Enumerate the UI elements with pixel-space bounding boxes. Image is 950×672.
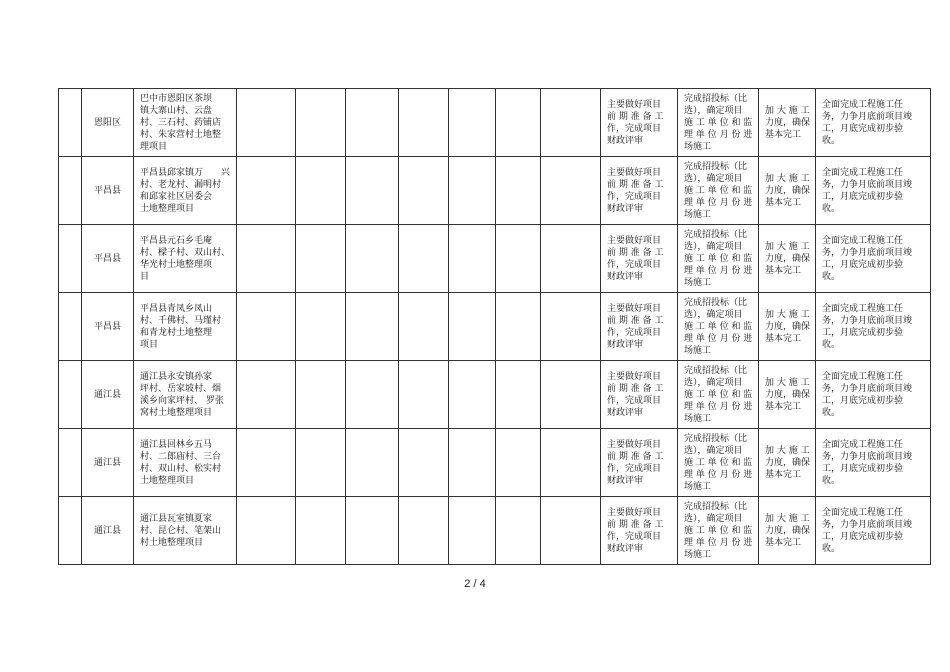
blank-cell	[346, 361, 399, 429]
blank-cell	[237, 497, 296, 565]
blank-cell	[496, 361, 541, 429]
table-body	[59, 89, 931, 565]
blank-cell	[296, 225, 346, 293]
blank-cell	[346, 497, 399, 565]
construction-cell: 加 大 施 工 力度，确保 基本完工	[759, 89, 816, 157]
blank-cell	[237, 225, 296, 293]
completion-cell: 全面完成工程施工任 务，力争月底前项目竣 工，月底完成初步验 收。	[816, 293, 931, 361]
blank-cell	[541, 157, 601, 225]
blank-cell	[449, 293, 496, 361]
tender-cell: 完成招投标（比 选），确定项目 施 工 单 位 和 监 理 单 位 月 份 进 场施工	[678, 497, 759, 565]
blank-cell	[296, 361, 346, 429]
table-row	[59, 497, 931, 565]
completion-cell: 全面完成工程施工任 务，力争月底前项目竣 工，月底完成初步验 收。	[816, 89, 931, 157]
blank-cell	[449, 361, 496, 429]
blank-cell	[541, 429, 601, 497]
tender-cell: 完成招投标（比 选），确定项目 施 工 单 位 和 监 理 单 位 月 份 进 场施工	[678, 293, 759, 361]
project-name-cell: 巴中市恩阳区茶坝 镇大寨山村、云盘 村、三石村、药铺店 村、朱家营村土地整 理项目	[134, 89, 237, 157]
blank-cell	[496, 89, 541, 157]
project-name-cell: 平昌县青凤乡凤山 村、千佛村、马瑾村 和青龙村土地整理 项目	[134, 293, 237, 361]
completion-cell: 全面完成工程施工任 务，力争月底前项目竣 工，月底完成初步验 收。	[816, 225, 931, 293]
blank-cell	[237, 293, 296, 361]
project-name-cell: 平昌县元石乡毛庵 村、樑子村、双山村、 华光村土地整理项 目	[134, 225, 237, 293]
table-row	[59, 429, 931, 497]
row-marker-cell	[59, 157, 82, 225]
preparation-cell: 主要做好项目 前 期 准 备 工 作，完成项目 财政评审	[601, 293, 678, 361]
blank-cell	[237, 89, 296, 157]
completion-cell: 全面完成工程施工任 务，力争月底前项目竣 工，月底完成初步验 收。	[816, 361, 931, 429]
tender-cell: 完成招投标（比 选），确定项目 施 工 单 位 和 监 理 单 位 月 份 进 场施工	[678, 361, 759, 429]
table-row	[59, 157, 931, 225]
construction-cell: 加 大 施 工 力度，确保 基本完工	[759, 497, 816, 565]
blank-cell	[496, 157, 541, 225]
table-row	[59, 361, 931, 429]
construction-cell: 加 大 施 工 力度，确保 基本完工	[759, 429, 816, 497]
tender-cell: 完成招投标（比 选），确定项目 施 工 单 位 和 监 理 单 位 月 份 进 场施工	[678, 89, 759, 157]
blank-cell	[541, 225, 601, 293]
completion-cell: 全面完成工程施工任 务，力争月底前项目竣 工，月底完成初步验 收。	[816, 497, 931, 565]
blank-cell	[399, 293, 449, 361]
preparation-cell: 主要做好项目 前 期 准 备 工 作，完成项目 财政评审	[601, 429, 678, 497]
blank-cell	[449, 429, 496, 497]
blank-cell	[237, 157, 296, 225]
row-marker-cell	[59, 293, 82, 361]
blank-cell	[541, 89, 601, 157]
blank-cell	[449, 225, 496, 293]
county-cell: 平昌县	[82, 293, 134, 361]
table-row	[59, 225, 931, 293]
completion-cell: 全面完成工程施工任 务，力争月底前项目竣 工，月底完成初步验 收。	[816, 429, 931, 497]
blank-cell	[296, 497, 346, 565]
blank-cell	[296, 89, 346, 157]
blank-cell	[399, 497, 449, 565]
blank-cell	[541, 293, 601, 361]
row-marker-cell	[59, 497, 82, 565]
county-cell: 平昌县	[82, 225, 134, 293]
row-marker-cell	[59, 225, 82, 293]
tender-cell: 完成招投标（比 选），确定项目 施 工 单 位 和 监 理 单 位 月 份 进 场施工	[678, 225, 759, 293]
row-marker-cell	[59, 361, 82, 429]
blank-cell	[496, 293, 541, 361]
blank-cell	[496, 497, 541, 565]
project-name-cell: 通江县回林乡五马 村、二郎庙村、三台 村、双山村、松实村 土地整理项目	[134, 429, 237, 497]
county-cell: 恩阳区	[82, 89, 134, 157]
tender-cell: 完成招投标（比 选），确定项目 施 工 单 位 和 监 理 单 位 月 份 进 场施工	[678, 157, 759, 225]
blank-cell	[449, 497, 496, 565]
blank-cell	[296, 157, 346, 225]
blank-cell	[399, 429, 449, 497]
blank-cell	[541, 361, 601, 429]
blank-cell	[346, 157, 399, 225]
blank-cell	[346, 225, 399, 293]
table-row	[59, 293, 931, 361]
blank-cell	[237, 429, 296, 497]
county-cell: 通江县	[82, 429, 134, 497]
tender-cell: 完成招投标（比 选），确定项目 施 工 单 位 和 监 理 单 位 月 份 进 场施工	[678, 429, 759, 497]
blank-cell	[399, 361, 449, 429]
blank-cell	[346, 89, 399, 157]
blank-cell	[399, 225, 449, 293]
blank-cell	[496, 225, 541, 293]
construction-cell: 加 大 施 工 力度，确保 基本完工	[759, 157, 816, 225]
blank-cell	[449, 157, 496, 225]
page-number: 2 / 4	[464, 578, 486, 590]
project-table	[58, 88, 931, 565]
blank-cell	[449, 89, 496, 157]
construction-cell: 加 大 施 工 力度，确保 基本完工	[759, 293, 816, 361]
blank-cell	[296, 293, 346, 361]
row-marker-cell	[59, 429, 82, 497]
table-row	[59, 89, 931, 157]
preparation-cell: 主要做好项目 前 期 准 备 工 作，完成项目 财政评审	[601, 89, 678, 157]
blank-cell	[496, 429, 541, 497]
blank-cell	[346, 293, 399, 361]
completion-cell: 全面完成工程施工任 务，力争月底前项目竣 工，月底完成初步验 收。	[816, 157, 931, 225]
county-cell: 平昌县	[82, 157, 134, 225]
preparation-cell: 主要做好项目 前 期 准 备 工 作，完成项目 财政评审	[601, 361, 678, 429]
preparation-cell: 主要做好项目 前 期 准 备 工 作，完成项目 财政评审	[601, 157, 678, 225]
blank-cell	[399, 89, 449, 157]
construction-cell: 加 大 施 工 力度，确保 基本完工	[759, 225, 816, 293]
blank-cell	[237, 361, 296, 429]
project-name-cell: 通江县瓦室镇夏家 村、昆仑村、笔架山 村土地整理项目	[134, 497, 237, 565]
county-cell: 通江县	[82, 497, 134, 565]
blank-cell	[296, 429, 346, 497]
preparation-cell: 主要做好项目 前 期 准 备 工 作，完成项目 财政评审	[601, 225, 678, 293]
row-marker-cell	[59, 89, 82, 157]
project-name-cell: 平昌县邱家镇万 兴 村、老龙村、漏明村 和邱家社区居委会 土地整理项目	[134, 157, 237, 225]
construction-cell: 加 大 施 工 力度，确保 基本完工	[759, 361, 816, 429]
blank-cell	[541, 497, 601, 565]
blank-cell	[399, 157, 449, 225]
county-cell: 通江县	[82, 361, 134, 429]
preparation-cell: 主要做好项目 前 期 准 备 工 作，完成项目 财政评审	[601, 497, 678, 565]
project-name-cell: 通江县永安镇孙家 坪村、岳家坡村、烟 溪乡向家坪村、 罗张 窝村土地整理项目	[134, 361, 237, 429]
blank-cell	[346, 429, 399, 497]
